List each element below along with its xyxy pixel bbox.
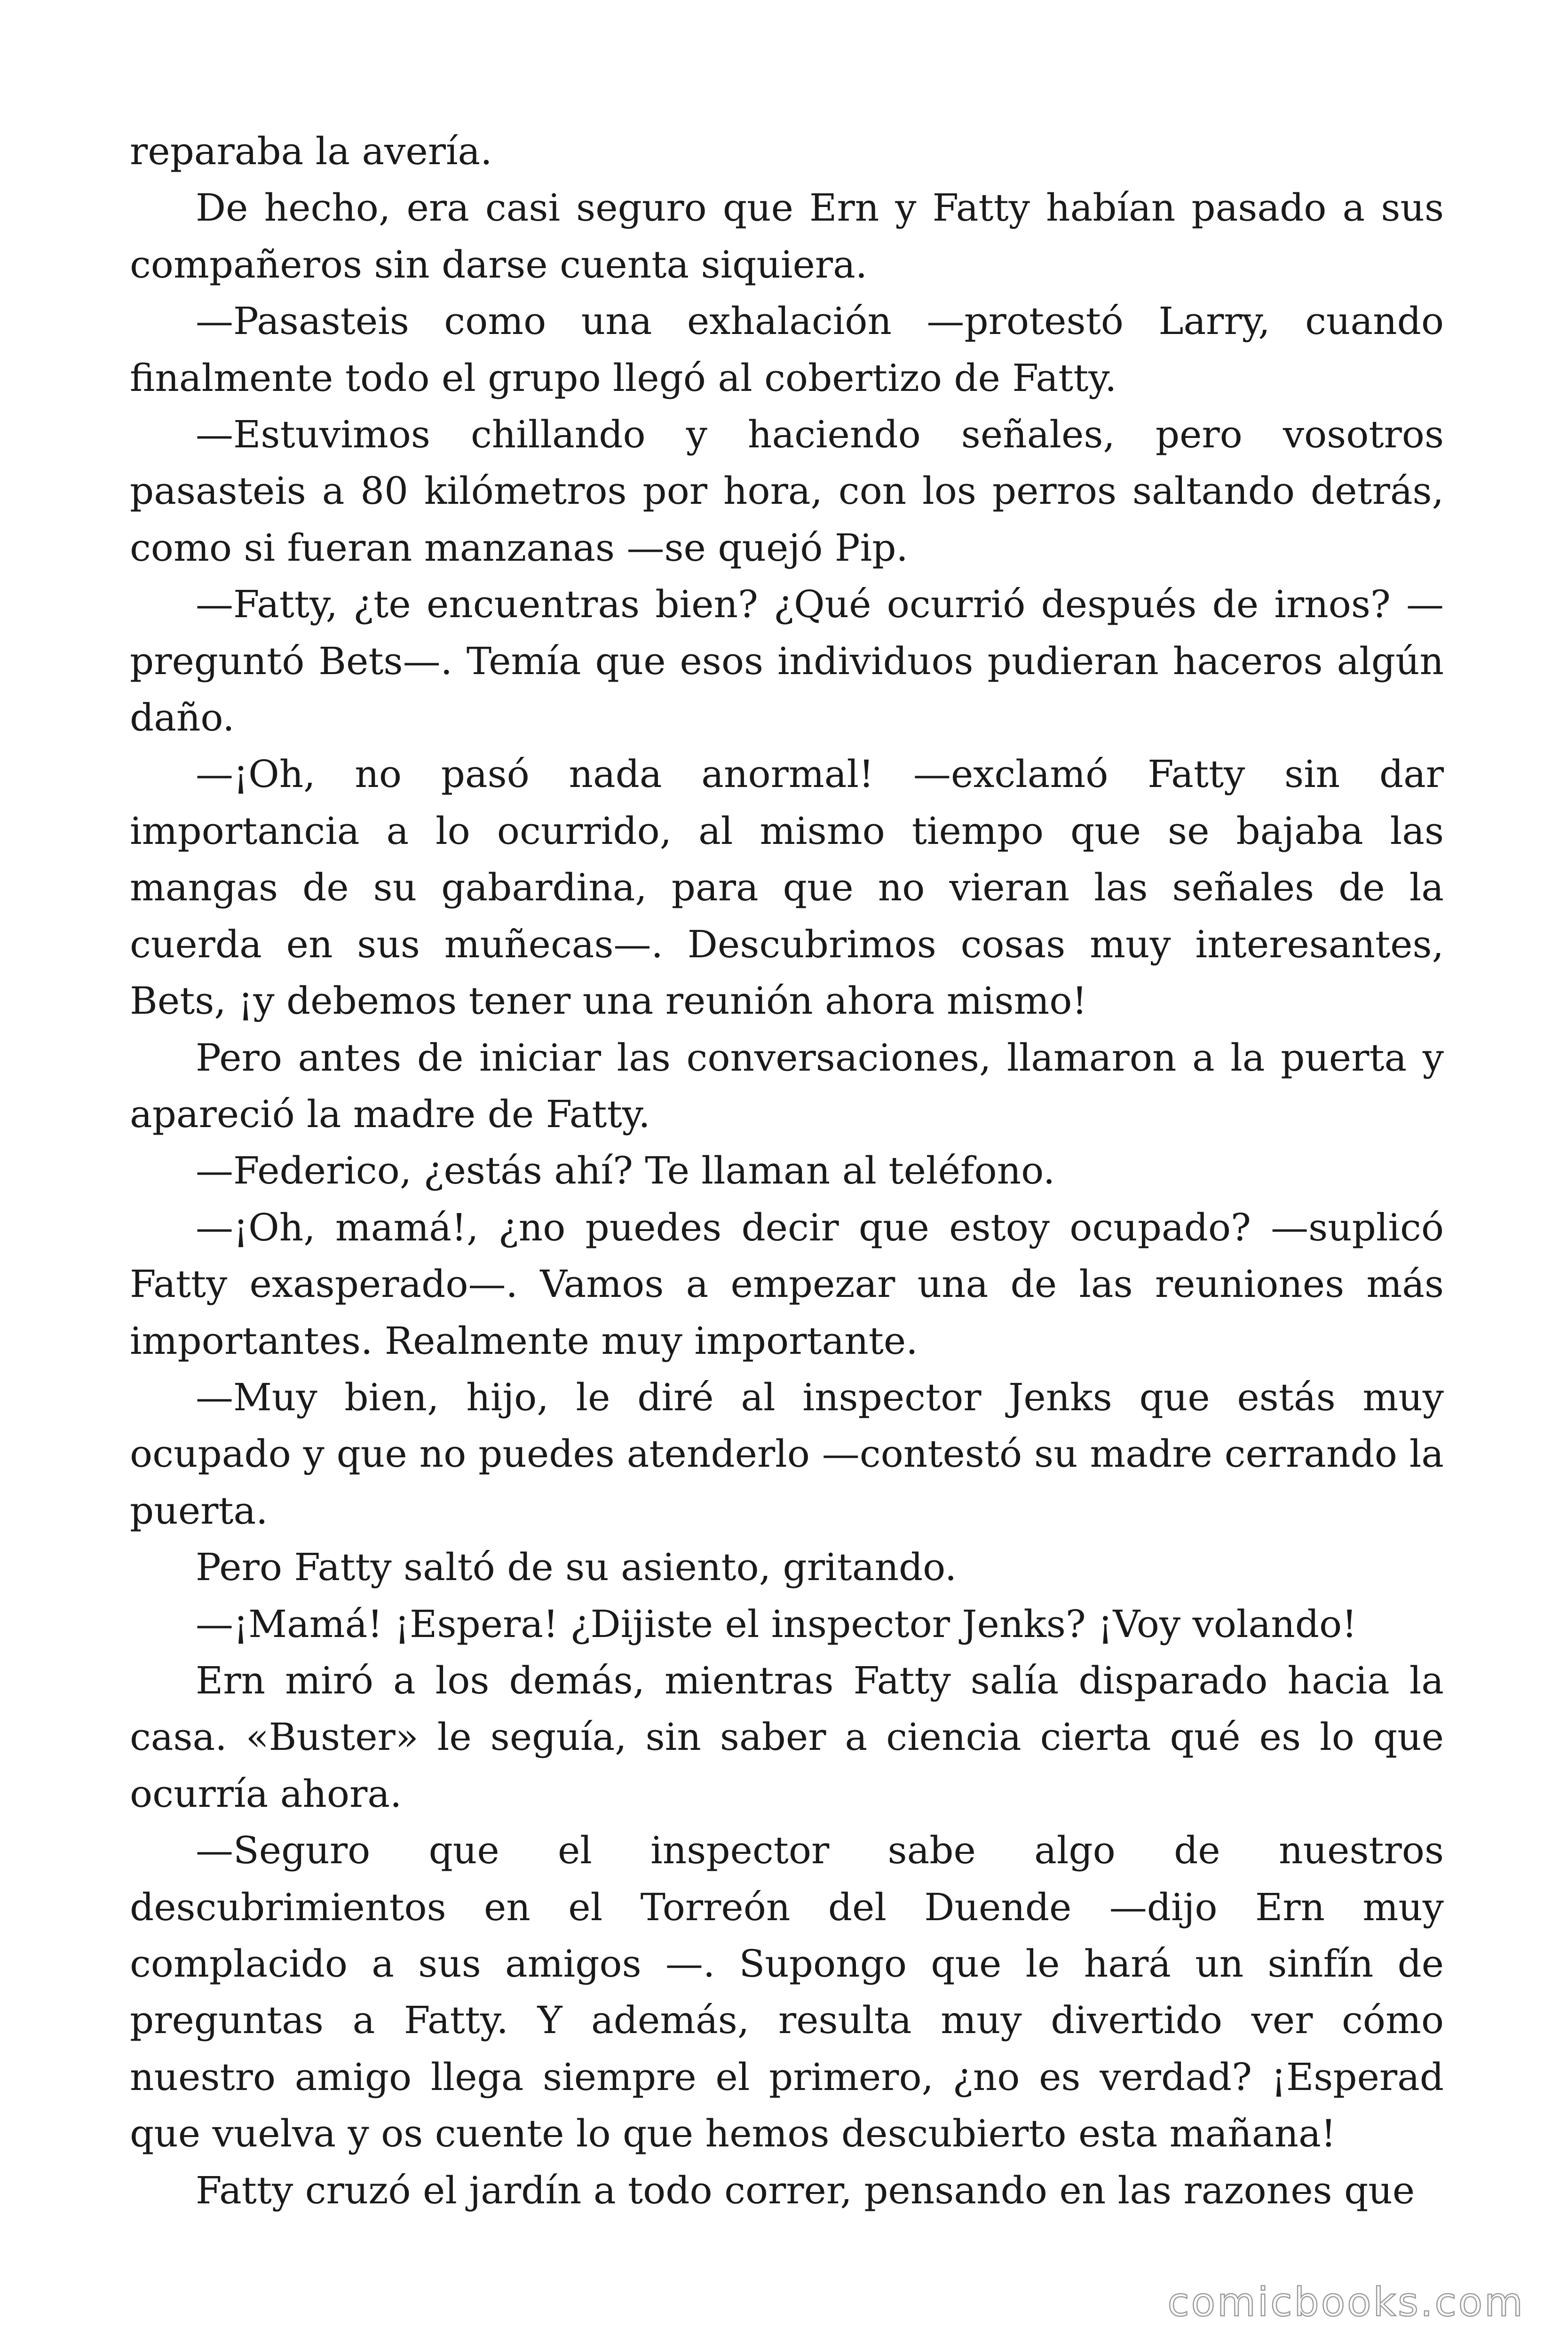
paragraph-4: —Estuvimos chillando y haciendo señales, pero vosotros pasasteis a 80 kilómetros por hora, con los perros saltando detrás, como si fueran manzanas —se quejó Pip. — [130, 413, 1444, 570]
paragraph-5: —Fatty, ¿te encuentras bien? ¿Qué ocurrió después de irnos? —preguntó Bets—. Temía que esos individuos pudieran haceros algún daño. — [130, 582, 1444, 740]
paragraph-12: —¡Mamá! ¡Espera! ¿Dijiste el inspector Jenks? ¡Voy volando! — [196, 1602, 1357, 1646]
paragraph-1: reparaba la avería. — [130, 129, 492, 173]
paragraph-3: —Pasasteis como una exhalación —protestó Larry, cuando finalmente todo el grupo llegó al cobertizo de Fatty. — [130, 299, 1444, 400]
paragraph-11: Pero Fatty saltó de su asiento, gritando. — [196, 1545, 957, 1589]
paragraph-7: Pero antes de iniciar las conversaciones, llamaron a la puerta y apareció la madre de Fatty. — [130, 1035, 1444, 1136]
paragraph-15: Fatty cruzó el jardín a todo correr, pensando en las razones que — [196, 2168, 1415, 2212]
paragraph-6: —¡Oh, no pasó nada anormal! —exclamó Fatty sin dar importancia a lo ocurrido, al mismo tiempo que se bajaba las mangas de su gabardina, para que no vieran las señales de la cuerda en sus muñecas—. Descubrimos cosas muy interesantes, Bets, ¡y debemos tener una reunión ahora mismo! — [130, 752, 1444, 1023]
paragraph-14: —Seguro que el inspector sabe algo de nuestros descubrimientos en el Torreón del Duende —dijo Ern muy complacido a sus amigos —. Supongo que le hará un sinfín de preguntas a Fatty. Y además, resulta muy divertido ver cómo nuestro amigo llega siempre el primero, ¿no es verdad? ¡Esperad que vuelva y os cuente lo que hemos descubierto esta mañana! — [130, 1828, 1444, 2156]
paragraph-9: —¡Oh, mamá!, ¿no puedes decir que estoy ocupado? —suplicó Fatty exasperado—. Vamos a empezar una de las reuniones más importantes. Realmente muy importante. — [130, 1205, 1444, 1363]
body-text — [130, 123, 1444, 2219]
paragraph-8: —Federico, ¿estás ahí? Te llaman al teléfono. — [196, 1149, 1055, 1193]
site-watermark: comicbooks.com — [1167, 2279, 1525, 2325]
paragraph-2: De hecho, era casi seguro que Ern y Fatty habían pasado a sus compañeros sin darse cuenta siquiera. — [130, 186, 1444, 286]
paragraph-13: Ern miró a los demás, mientras Fatty salía disparado hacia la casa. «Buster» le seguía, sin saber a ciencia cierta qué es lo que ocurría ahora. — [130, 1658, 1444, 1816]
paragraph-10: —Muy bien, hijo, le diré al inspector Jenks que estás muy ocupado y que no puedes atenderlo —contestó su madre cerrando la puerta. — [130, 1375, 1444, 1533]
